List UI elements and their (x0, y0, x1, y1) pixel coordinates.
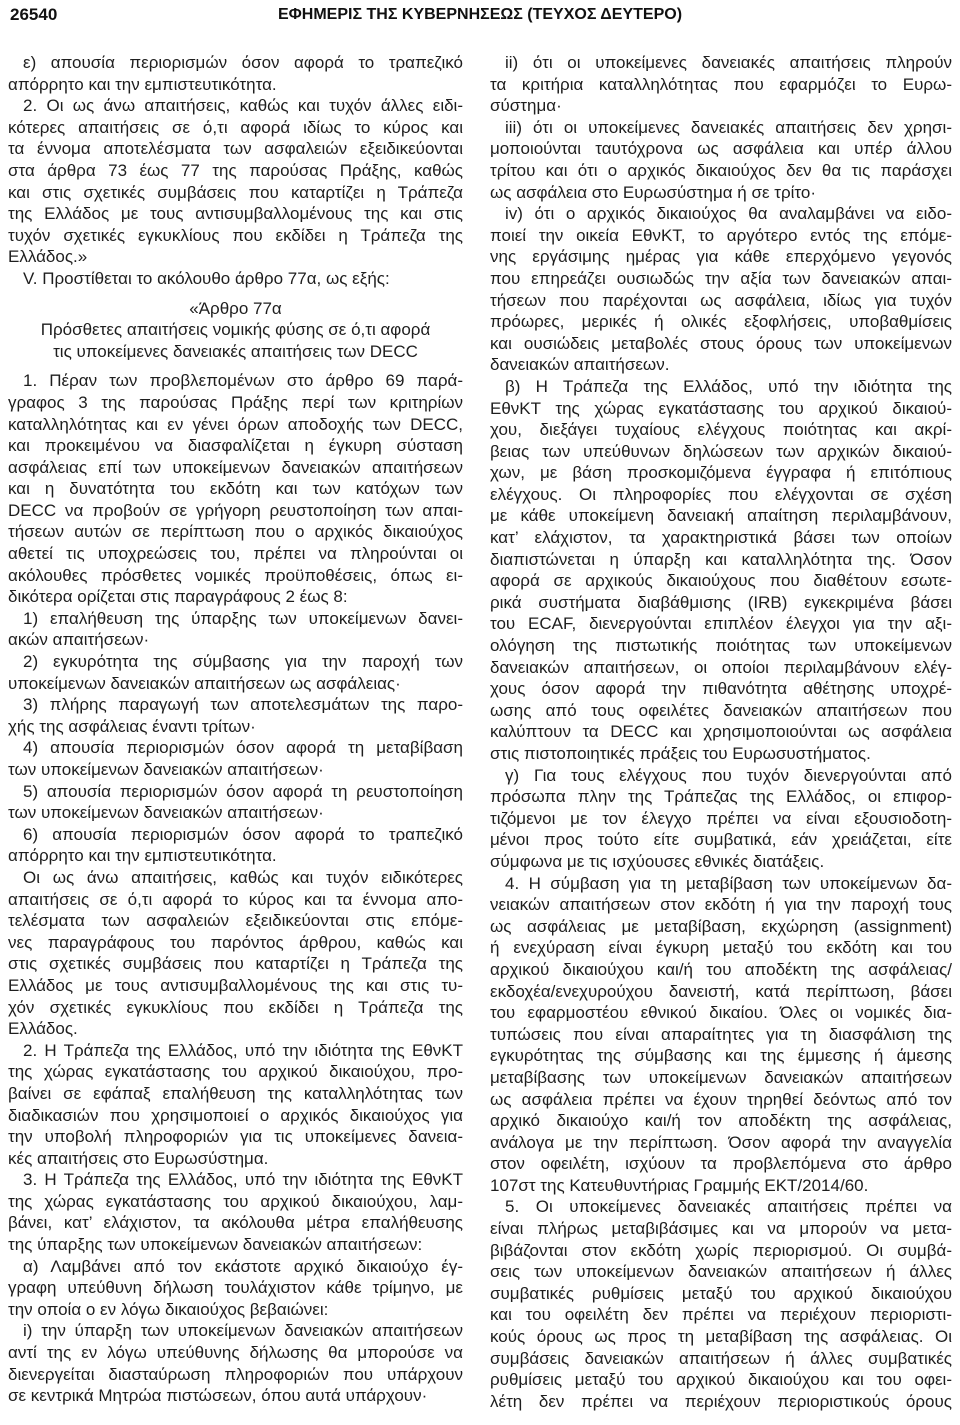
left-column (8, 52, 463, 1407)
text-line: των υποκείμενων δανειακών απαιτήσεων· (8, 803, 324, 823)
text-line: των υποκείμενων δανειακών απαιτήσεων· (8, 760, 324, 779)
text-line: εκδοχέα/ενεχυρούχου δανειστή, κατά περίπτωση, βάσει (490, 981, 952, 1001)
text-line: Οι ως άνω απαιτήσεις, καθώς και τυχόν ειδικότερες (23, 867, 463, 887)
text-line: 2) εγκυρότητα της σύμβασης για την παροχή των (23, 652, 463, 672)
text-line: ως ασφάλεια στο Ευρωσύστημα ή σε τρίτο· (490, 182, 817, 202)
text-line: ολόγηση της πιστωτικής ποιότητας των υποκείμενων (490, 636, 952, 656)
paragraph (8, 608, 463, 651)
text-line: απόρρητο και την εμπιστευτικότητα. (8, 846, 277, 866)
paragraph (8, 1256, 463, 1321)
text-line: της χώρας εγκατάστασης του αρχικού δικαιούχου, προ- (8, 1062, 463, 1082)
text-line: ΕθνΚΤ της χώρας εγκατάστασης του αρχικού δικαιού- (490, 398, 952, 418)
text-line: λέτη δεν πρέπει να περιέχουν περιοριστικούς όρους (490, 1391, 952, 1411)
text-line: 107στ της Κατευθυντήριας Γραμμής ΕΚΤ/2014/60. (490, 1175, 869, 1195)
paragraph (8, 1320, 463, 1406)
paragraph (8, 95, 463, 268)
right-column (490, 52, 952, 1412)
text-line: χόν σχετικές εγκυκλίους που εκδίδει η Τράπεζα της (8, 997, 463, 1017)
text-line: Ελλάδος.» (8, 247, 88, 267)
text-line: είναι πλήρως μεταβιβάσιμες και να μπορούν να μετα- (490, 1219, 952, 1239)
paragraph (490, 52, 952, 117)
paragraph (8, 268, 463, 290)
text-line: κούς όρους ως προς τη μεταβίβαση της ασφάλειας. Οι (490, 1327, 952, 1347)
page-number: 26540 (10, 5, 58, 24)
text-line: αντί της εν λόγω υπεύθυνης δήλωσης θα μπορούσε να (8, 1343, 463, 1363)
text-line: και ουσιώδεις μεταβολές στους όρους των υποκείμενων (490, 333, 952, 353)
text-line: αθετεί τις υποχρεώσεις του, πρέπει να πληρούνται οι (8, 544, 463, 564)
text-line: απόρρητο και την εμπιστευτικότητα. (8, 74, 277, 94)
text-line: βάνει, κατ’ ελάχιστον, τα ακόλουθα μέτρα επαλήθευσης (8, 1213, 463, 1233)
article-number: «Άρθρο 77α (189, 298, 282, 318)
text-line: αφορά σε αρχικούς δικαιούχους που διαθέτουν εσωτε- (490, 571, 952, 591)
paragraph (8, 737, 463, 780)
paragraph (8, 824, 463, 867)
text-line: γ) Για τους ελέγχους που τυχόν διενεργούνται από (505, 765, 952, 785)
text-line: ρυθμίσεις μεταξύ του αρχικού δικαιούχου και του οφει- (490, 1370, 952, 1390)
text-line: 5) απουσία περιορισμών όσον αφορά τη ρευστοποίηση (23, 781, 463, 801)
text-line: καλύπτουν τα DECC και χρησιμοποιούνται ως ασφάλεια (490, 722, 952, 742)
text-line: ή ενεχύραση είναι έγκυρη μεταξύ του εκδότη και του (490, 938, 952, 958)
text-line: γραφη υπεύθυνη δήλωση τουλάχιστον κάθε τρίμηνο, με (8, 1278, 463, 1298)
text-line: 2. Οι ως άνω απαιτήσεις, καθώς και τυχόν άλλες ειδι- (23, 96, 463, 116)
text-line: 6) απουσία περιορισμών όσον αφορά το τραπεζικό (23, 824, 463, 844)
paragraph (490, 873, 952, 1197)
text-line: του εφαρμοστέου εθνικού δικαίου. Όλες οι νομικές δια- (490, 1003, 952, 1023)
paragraph (8, 867, 463, 1040)
article-title-line: Πρόσθετες απαιτήσεις νομικής φύσης σε ό,τι αφορά (40, 320, 431, 340)
text-line: ε) απουσία περιορισμών όσον αφορά το τραπεζικό (23, 53, 463, 72)
text-line: τα έννομα αποτελέσματα των ασφαλειών εξειδικεύονται (8, 139, 463, 159)
text-line: του ECAF, διενεργούνται επιπλέον έλεγχοι για την αξι- (490, 614, 952, 634)
text-line: βιβάζονται στον εκδότη χωρίς περιορισμού. Οι συμβά- (490, 1240, 952, 1260)
text-line: καταλληλότητας και εν γένει όρων αποδοχής των DECC, (8, 414, 463, 434)
text-line: της Ελλάδος με τους αντισυμβαλλομένους της και στις (8, 204, 463, 224)
paragraph (8, 1169, 463, 1255)
text-line: βαίνει σε εφάπαξ επαλήθευση της καταλληλότητας των (8, 1083, 463, 1103)
paragraph (490, 203, 952, 376)
text-line: ρικά συστήματα διαβάθμισης (IRB) εγκεκριμένα βάσει (490, 592, 952, 612)
paragraph (8, 651, 463, 694)
text-line: εγκυρότητας της σύμβασης και της έμμεσης ή άμεσης (490, 1046, 952, 1066)
text-line: ελέγχους. Οι πληροφορίες που ελέγχονται σε σχέση (490, 484, 952, 504)
text-line: απαιτήσεις σε ό,τι αφορά το κύρος και τα έννομα απο- (8, 889, 463, 909)
text-line: διενεργείται διασταύρωση πληροφοριών που υπάρχουν (8, 1364, 463, 1384)
paragraph (490, 117, 952, 203)
text-line: νης εργάσιμης ημέρας για κάθε επερχόμενο γεγονός (490, 247, 952, 267)
text-line: τυχόν σχετικές εγκυκλίους που εκδίδει η Τράπεζα της (8, 225, 463, 245)
text-line: τυπώσεις που είναι απαραίτητες για τη διασφάλιση της (490, 1024, 952, 1044)
article-heading (8, 298, 463, 363)
text-line: ως ασφάλειας με μεταβίβαση, εκχώρηση (assignment) (490, 916, 952, 936)
text-line: υποκείμενων δανειακών απαιτήσεων ως ασφάλειας· (8, 673, 401, 693)
text-line: την οποία ο εν λόγω δικαιούχος βεβαιώνει: (8, 1299, 329, 1319)
text-line: ωσης από τους οφειλέτες δανειακών απαιτήσεων που (490, 700, 952, 720)
text-line: πρόσωπα πλην της Τράπεζας της Ελλάδος, οι επιφορ- (490, 787, 952, 807)
text-line: Ελλάδος. (8, 1019, 78, 1039)
text-line: 2. Η Τράπεζα της Ελλάδος, υπό την ιδιότητα της ΕθνΚΤ (23, 1040, 463, 1060)
paragraph (8, 694, 463, 737)
text-line: i) την ύπαρξη των υποκείμενων δανειακών απαιτήσεων (23, 1321, 463, 1341)
text-line: ποιεί την οικεία ΕθνΚΤ, το αργότερο εντός της επόμε- (490, 225, 952, 245)
text-line: τήσεων που παρέχονται ως ασφάλεια, ιδίως για τυχόν (490, 290, 952, 310)
gazette-title: ΕΦΗΜΕΡΙΣ ΤΗΣ ΚΥΒΕΡΝΗΣΕΩΣ (ΤΕΥΧΟΣ ΔΕΥΤΕΡΟ) (277, 6, 683, 23)
text-line: της ύπαρξης των υποκείμενων δανειακών απαιτήσεων: (8, 1235, 423, 1255)
paragraph (8, 1040, 463, 1170)
paragraph (8, 370, 463, 608)
text-line: νες παραγράφους του παρόντος άρθρου, καθώς και (8, 932, 463, 952)
text-line: ακών απαιτήσεων· (8, 630, 150, 650)
text-line: πρόωρες, μερικές ή ολικές εξοφλήσεις, υποβαθμίσεις (490, 312, 952, 332)
text-line: iv) ότι ο αρχικός δικαιούχος θα αναλαμβάνει να ειδο- (505, 204, 952, 224)
text-line: σύστημα· (490, 96, 562, 116)
text-line: α) Λαμβάνει από τον εκάστοτε αρχικό δικαιούχο έγ- (23, 1256, 463, 1276)
text-line: και του οφειλέτη δεν πρέπει να περιέχουν περιοριστι- (490, 1305, 952, 1325)
text-line: 3) πλήρης παραγωγή των αποτελεσμάτων της παρο- (23, 695, 463, 715)
text-line: 4. Η σύμβαση για τη μεταβίβαση των υποκείμενων δα- (505, 873, 952, 893)
text-line: στα άρθρα 73 έως 77 της παρούσας Πράξης, καθώς (8, 160, 463, 180)
text-line: τελέσματα των ασφαλειών εξειδικεύονται στις επόμε- (8, 911, 463, 931)
text-line: κατ’ ελάχιστον, τα χαρακτηριστικά βάσει των οποίων (490, 528, 952, 548)
text-line: τα κριτήρια καταλληλότητας που εφαρμόζει το Ευρω- (490, 74, 952, 94)
text-line: διαπιστώνεται η ύπαρξη και καταλληλότητα της. Όσον (490, 549, 952, 569)
text-line: την υποβολή πληροφοριών για τις υποκείμενες δανεια- (8, 1127, 463, 1147)
text-line: τρίτου και ότι ο αρχικός δικαιούχος δεν θα τις παράσχει (490, 160, 952, 180)
text-line: γραφος 3 της παρούσας Πράξης περί των κριτηρίων (8, 392, 463, 412)
text-line: και στις σχετικές συμβάσεις που καταρτίζει η Τράπεζα (8, 182, 463, 202)
text-line: 1. Πέραν των προβλεπομένων στο άρθρο 69 παρά- (23, 371, 463, 391)
text-line: ως ασφάλεια πρέπει να έχουν τηρηθεί δεόντως από τον (490, 1089, 952, 1109)
text-line: 5. Οι υποκείμενες δανειακές απαιτήσεις πρέπει να (505, 1197, 952, 1217)
text-line: αρχικό δικαιούχο και/ή τον αποδέκτη της ασφάλειας, (490, 1111, 952, 1131)
text-line: μοποιούνται ταυτόχρονα ως ασφάλεια και υπέρ άλλου (490, 139, 952, 159)
text-line: σε κεντρικά Μητρώα πιστώσεων, όπου αυτά υπάρχουν· (8, 1386, 428, 1406)
text-line: συμβάσεις δανειακών απαιτήσεων ή άλλες συμβατικές (490, 1348, 952, 1368)
text-line: 3. Η Τράπεζα της Ελλάδος, υπό την ιδιότητα της ΕθνΚΤ (23, 1170, 463, 1190)
text-line: σεις των υποκείμενων δανειακών απαιτήσεων ή άλλες (490, 1262, 952, 1282)
paragraph (490, 765, 952, 873)
paragraph (8, 781, 463, 824)
text-line: χου, διεξάγει τυχαίους ελέγχους ποιότητας και ακρί- (490, 420, 952, 440)
text-line: τιζόμενοι με τον έλεγχο πρέπει να είναι εξουσιοδοτη- (490, 808, 952, 828)
text-line: της χώρας εγκατάστασης του αρχικού δικαιούχου, λαμ- (8, 1191, 463, 1211)
text-line: μένοι προς τούτο είτε συμβατικά, εάν χρειάζεται, είτε (490, 830, 952, 850)
text-line: βειας των υπεύθυνων δηλώσεων των αρχικών δικαιού- (490, 441, 952, 461)
text-line: συμβατικές ρυθμίσεις μεταξύ του αρχικού δικαιούχου (490, 1283, 952, 1303)
text-line: DECC να προβούν σε γρήγορη ρευστοποίηση των απαι- (8, 500, 463, 520)
text-line: ανάλογα με την περίπτωση. Όσον αφορά την αναγγελία (490, 1132, 952, 1152)
article-title-line: τις υποκείμενες δανειακές απαιτήσεις των DECC (53, 341, 418, 361)
text-line: που επηρεάζει ουσιωδώς την αξία των δανειακών απαι- (490, 268, 952, 288)
text-line: με κάθε υποκείμενη δανειακή απαίτηση περιλαμβάνουν, (490, 506, 952, 526)
paragraph (490, 1196, 952, 1412)
text-line: δανειακών απαιτήσεων. (490, 355, 670, 375)
text-line: V. Προστίθεται το ακόλουθο άρθρο 77α, ως εξής: (23, 268, 390, 288)
text-line: χους όσον αφορά την πιθανότητα αθέτησης υποχρέ- (490, 679, 952, 699)
text-line: κότερες απαιτήσεις σε ό,τι αφορά ιδίως το κύρος και (8, 117, 463, 137)
text-line: δανειακών απαιτήσεων, οι οποίοι περιλαμβάνουν ελέγ- (490, 657, 952, 677)
text-line: αρχικού δικαιούχου και/ή του αποδέκτη της ασφάλειας/ (490, 959, 952, 979)
text-line: στις σχετικές συμβάσεις που καταρτίζει η Τράπεζα της (8, 954, 463, 974)
text-line: ασφάλειας επί των υποκείμενων δανειακών απαιτήσεων (8, 457, 463, 477)
text-line: 4) απουσία περιορισμών όσον αφορά τη μεταβίβαση (23, 738, 463, 758)
text-line: στις πιστοποιητικές πράξεις του Ευρωσυστήματος. (490, 744, 871, 763)
text-line: χων, με βάση προσκομιζόμενα έγγραφα ή επιτόπιους (490, 463, 952, 483)
text-line: στον οφειλέτη, ισχύουν τα προβλεπόμενα στο άρθρο (490, 1154, 952, 1174)
text-line: iii) ότι οι υποκείμενες δανειακές απαιτήσεις δεν χρησι- (505, 117, 952, 137)
text-line: και η δυνατότητα του εκδότη και των κατόχων των (8, 479, 463, 499)
text-line: ii) ότι οι υποκείμενες δανειακές απαιτήσεις πληρούν (505, 53, 952, 72)
text-line: ακόλουθες πρόσθετες νομικές προϋποθέσεις, όπως ει- (8, 565, 463, 585)
text-line: 1) επαλήθευση της ύπαρξης των υποκείμενων δανει- (23, 608, 463, 628)
text-line: Ελλάδος με τους αντισυμβαλλομένους της και στις τυ- (8, 975, 463, 995)
paragraph (8, 52, 463, 95)
text-line: κές απαιτήσεις στο Ευρωσύστημα. (8, 1148, 269, 1168)
text-line: νειακών απαιτήσεων στον εκδότη ή για την παροχή τους (490, 895, 952, 915)
text-line: χής της ασφάλειας έναντι τρίτων· (8, 716, 256, 736)
text-line: σύμφωνα με τις ισχύουσες εθνικές διατάξεις. (490, 851, 825, 871)
text-line: τήσεων αυτών σε περίπτωση που ο αρχικός δικαιούχος (8, 522, 463, 542)
text-line: β) Η Τράπεζα της Ελλάδος, υπό την ιδιότητα της (505, 376, 952, 396)
text-line: δικότερα ορίζεται στις παραγράφους 2 έως 8: (8, 587, 348, 607)
paragraph (490, 376, 952, 765)
text-line: μεταβίβασης των υποκείμενων δανειακών απαιτήσεων (490, 1067, 952, 1087)
text-line: και προκειμένου να διασφαλίζεται η έγκυρη σύσταση (8, 436, 463, 456)
text-line: διαδικασιών που χρησιμοποιεί ο αρχικός δικαιούχος για (8, 1105, 463, 1125)
